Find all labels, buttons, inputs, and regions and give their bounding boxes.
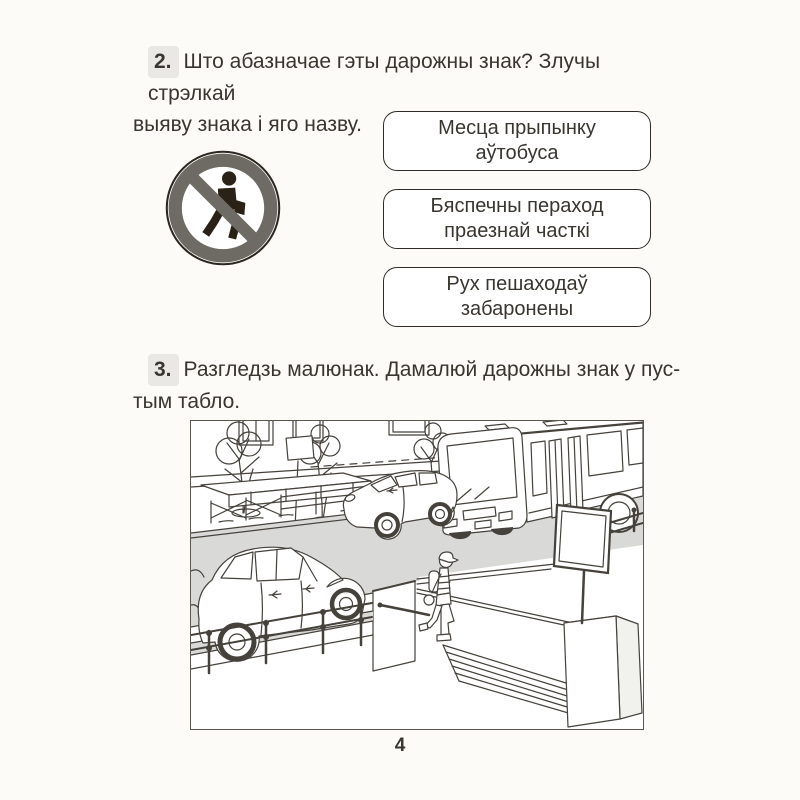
- no-pedestrians-sign[interactable]: [162, 147, 284, 269]
- task3-line1: [133, 354, 685, 386]
- option-pedestrians-prohibited[interactable]: [383, 267, 651, 327]
- task3-text-line2: тым табло.: [133, 390, 241, 413]
- empty-sign-board[interactable]: [554, 505, 611, 623]
- underpass-wall: [373, 581, 573, 671]
- task2-line1: [133, 46, 685, 109]
- street-scene-svg: [191, 421, 643, 729]
- task2-text-line1: Што абазначае гэты дарожны знак? Злучы стрэлкай: [148, 50, 601, 105]
- option-line: забаронены: [460, 298, 574, 320]
- car-wheel: [332, 590, 360, 618]
- bus-side-window: [531, 441, 547, 496]
- sign-pole: [582, 571, 584, 623]
- bus-side-window: [587, 431, 623, 476]
- task2-number-badge: 2.: [148, 46, 179, 78]
- concrete-pillar: [564, 616, 642, 727]
- option-line: Рух пешаходаў: [446, 273, 588, 295]
- option-safe-crossing[interactable]: [383, 189, 651, 249]
- option-line: Бяспечны пераход: [430, 195, 604, 217]
- no-pedestrians-sign-icon: [162, 147, 284, 269]
- option-line: праезнай часткі: [444, 220, 590, 242]
- option-bus-stop[interactable]: [383, 111, 651, 171]
- task3-text-line1: Разгледзь малюнак. Дамалюй дарожны знак у пус-: [183, 358, 681, 381]
- sedan-wheel: [376, 514, 398, 536]
- option-line: Месца прыпынку: [438, 117, 596, 139]
- window: [389, 421, 429, 435]
- bus-side-window: [627, 428, 643, 465]
- answer-options: [383, 111, 651, 327]
- sedan-wheel: [430, 504, 450, 524]
- page-number: 4: [394, 735, 406, 756]
- task3-instruction: [133, 354, 685, 417]
- bag: [424, 595, 434, 605]
- task3-number-badge: 3.: [148, 354, 179, 386]
- street-scene-illustration: [190, 420, 644, 730]
- option-line: аўтобуса: [475, 142, 559, 164]
- bus-headlight: [499, 511, 512, 521]
- task2-text-line2: выяву знака і яго назву.: [133, 113, 362, 136]
